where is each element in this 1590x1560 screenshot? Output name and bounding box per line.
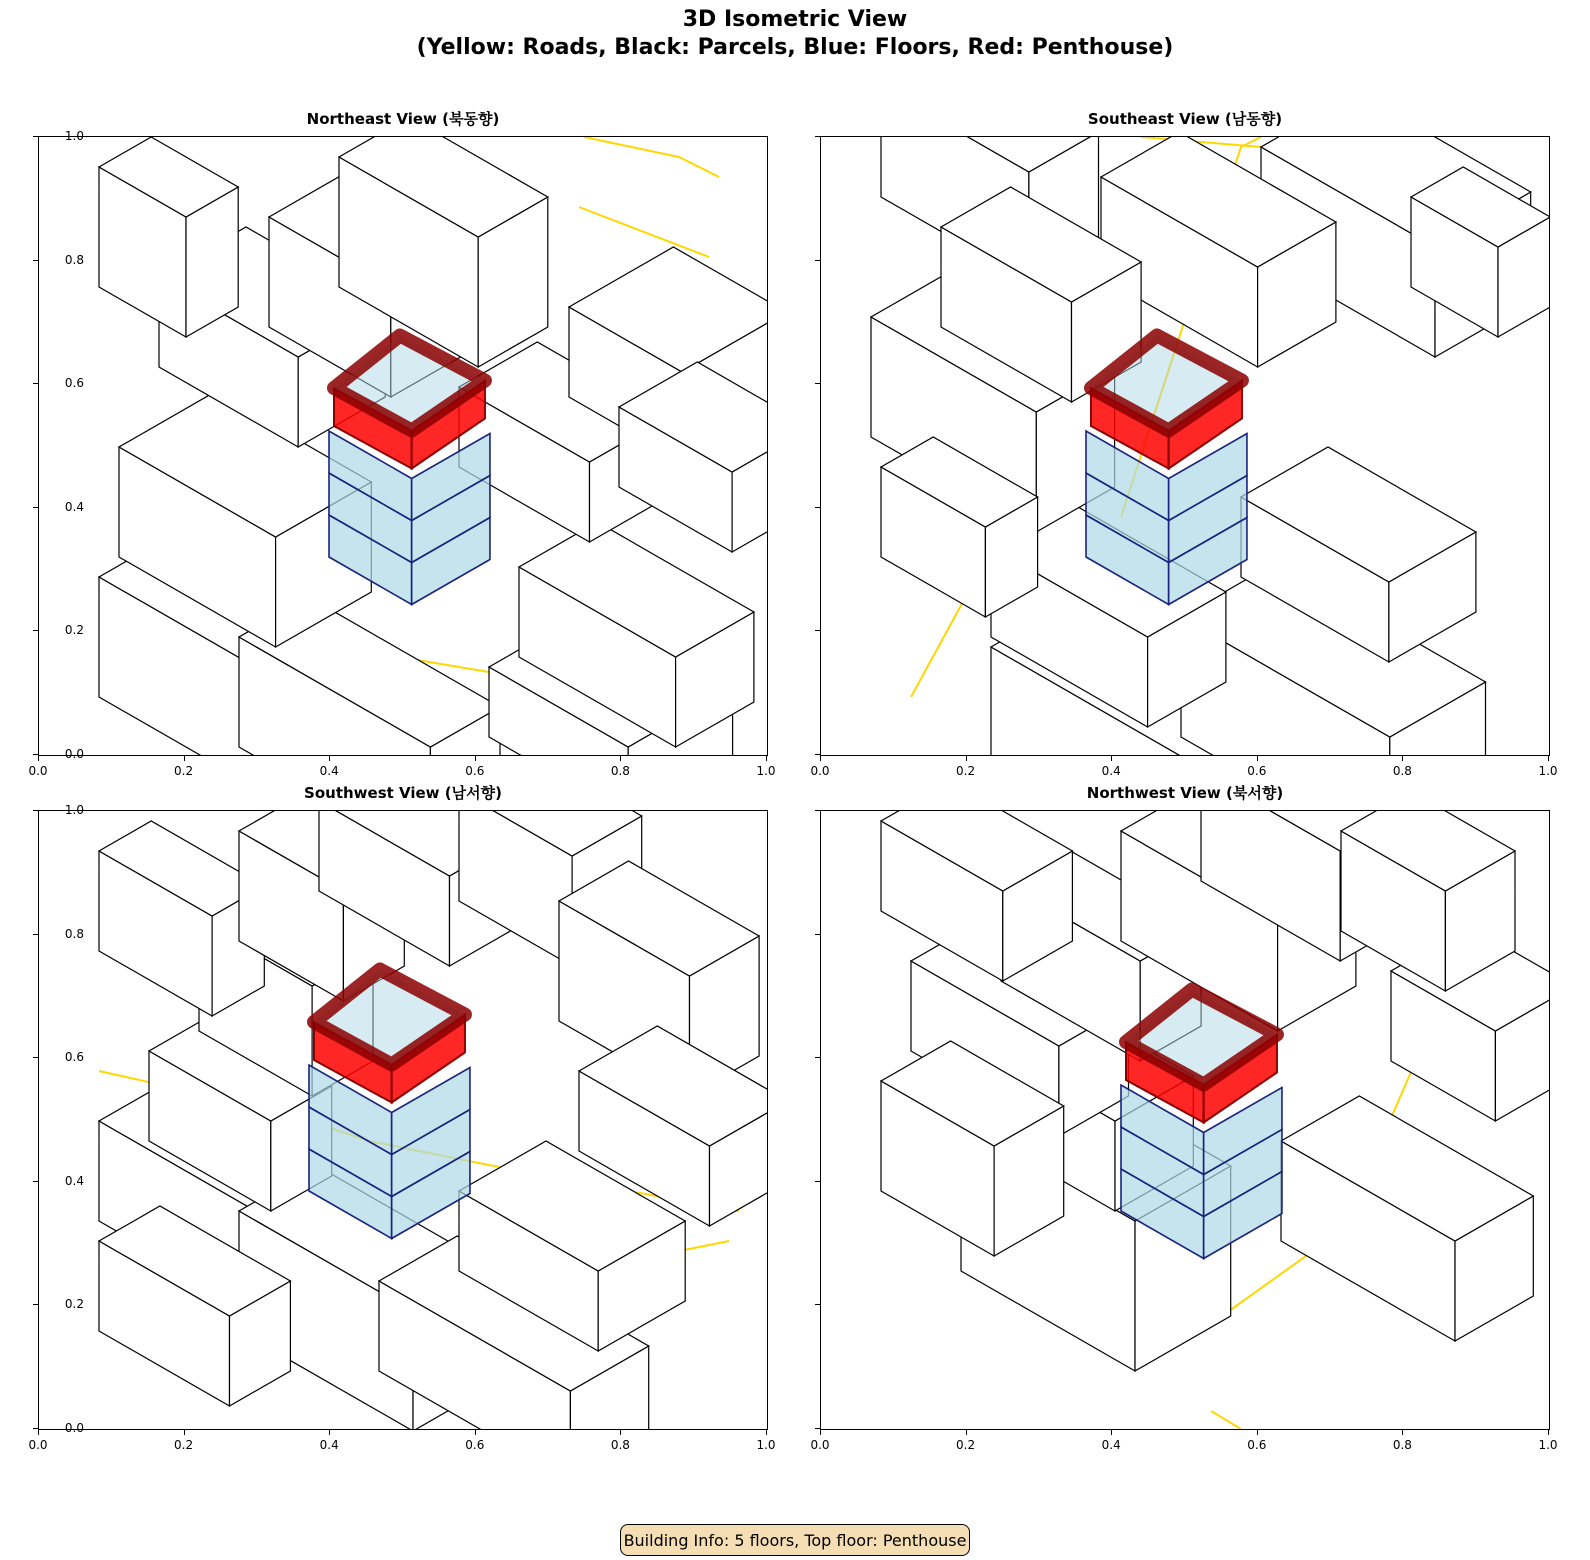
x-tick-mark-northeast-3 xyxy=(475,756,476,761)
x-tick-mark-northeast-0 xyxy=(38,756,39,761)
y-tick-mark-northeast-5 xyxy=(33,136,38,137)
y-tick-mark-southwest-2 xyxy=(33,1181,38,1182)
y-tick-mark-southwest-3 xyxy=(33,1057,38,1058)
y-tick-mark-northwest-4 xyxy=(815,934,820,935)
x-tick-label-southeast-3: 0.6 xyxy=(1247,764,1267,778)
x-tick-mark-southeast-0 xyxy=(820,756,821,761)
y-tick-label-southeast-5: 1.0 xyxy=(64,129,84,143)
x-tick-mark-southeast-3 xyxy=(1257,756,1258,761)
y-tick-mark-southeast-5 xyxy=(815,136,820,137)
y-tick-mark-northwest-1 xyxy=(815,1304,820,1305)
x-tick-label-southeast-2: 0.4 xyxy=(1101,764,1121,778)
y-tick-label-northwest-2: 0.4 xyxy=(64,1173,84,1188)
x-tick-label-southwest-4: 0.8 xyxy=(610,1438,630,1452)
x-tick-label-northeast-1: 0.2 xyxy=(174,764,194,778)
x-tick-mark-northeast-5 xyxy=(766,756,767,761)
building-info-box: Building Info: 5 floors, Top floor: Penthouse xyxy=(620,1524,970,1556)
x-tick-label-southwest-3: 0.6 xyxy=(465,1438,485,1452)
scene-northwest xyxy=(821,811,1549,1429)
figure-title xyxy=(0,6,1590,62)
x-tick-mark-northwest-3 xyxy=(1257,1430,1258,1435)
y-tick-mark-northwest-2 xyxy=(815,1181,820,1182)
y-tick-label-northwest-4: 0.8 xyxy=(64,926,84,941)
parcel-northeast-9 xyxy=(99,137,238,337)
y-tick-mark-southeast-3 xyxy=(815,383,820,384)
target-building-southwest xyxy=(309,970,470,1239)
x-tick-label-southeast-5: 1.0 xyxy=(1538,764,1558,778)
panel-title-northwest: Northwest View (북서향) xyxy=(1086,784,1284,802)
scene-southwest xyxy=(39,811,767,1429)
y-tick-mark-northeast-4 xyxy=(33,260,38,261)
y-tick-mark-southwest-4 xyxy=(33,934,38,935)
x-tick-label-southeast-4: 0.8 xyxy=(1392,764,1412,778)
x-tick-mark-southeast-1 xyxy=(966,756,967,761)
y-tick-mark-southeast-2 xyxy=(815,507,820,508)
axes-southwest xyxy=(38,810,768,1430)
y-tick-label-southeast-3: 0.6 xyxy=(64,376,84,391)
y-tick-label-northwest-0: 0.0 xyxy=(64,1421,84,1435)
parcel-northwest-2 xyxy=(1281,1096,1533,1341)
x-tick-label-northeast-0: 0.0 xyxy=(28,764,48,778)
y-tick-mark-southeast-0 xyxy=(815,754,820,755)
x-tick-mark-southeast-5 xyxy=(1548,756,1549,761)
scene-southeast xyxy=(821,137,1549,755)
y-tick-mark-southwest-1 xyxy=(33,1304,38,1305)
y-tick-label-northwest-3: 0.6 xyxy=(64,1050,84,1065)
y-tick-mark-northeast-2 xyxy=(33,507,38,508)
figure-title-line1: 3D Isometric View xyxy=(682,7,908,32)
axes-northeast xyxy=(38,136,768,756)
x-tick-mark-northwest-1 xyxy=(966,1430,967,1435)
x-tick-label-northwest-1: 0.2 xyxy=(956,1438,976,1452)
x-tick-label-northeast-5: 1.0 xyxy=(756,764,776,778)
x-tick-label-northwest-0: 0.0 xyxy=(810,1438,830,1452)
x-tick-label-northwest-4: 0.8 xyxy=(1392,1438,1412,1452)
x-tick-label-southeast-0: 0.0 xyxy=(810,764,830,778)
y-tick-mark-northwest-3 xyxy=(815,1057,820,1058)
scene-northeast xyxy=(39,137,767,755)
road-southwest-1 xyxy=(679,1241,729,1251)
x-tick-mark-northeast-2 xyxy=(329,756,330,761)
x-tick-label-northwest-5: 1.0 xyxy=(1538,1438,1558,1452)
target-building-northwest xyxy=(1121,990,1282,1259)
y-tick-mark-northeast-3 xyxy=(33,383,38,384)
y-tick-label-southeast-2: 0.4 xyxy=(64,499,84,514)
y-tick-label-northwest-5: 1.0 xyxy=(64,803,84,817)
x-tick-mark-southwest-5 xyxy=(766,1430,767,1435)
target-building-northeast xyxy=(329,336,490,605)
parcel-northwest-6 xyxy=(881,811,1072,981)
x-tick-label-northwest-2: 0.4 xyxy=(1101,1438,1121,1452)
y-tick-mark-northeast-1 xyxy=(33,630,38,631)
x-tick-mark-northeast-4 xyxy=(620,756,621,761)
y-tick-mark-southwest-5 xyxy=(33,810,38,811)
panel-title-southwest: Southwest View (남서향) xyxy=(304,784,502,802)
x-tick-mark-southwest-1 xyxy=(184,1430,185,1435)
x-tick-label-southwest-0: 0.0 xyxy=(28,1438,48,1452)
parcel-northwest-9 xyxy=(1341,811,1515,991)
figure-title-line2: (Yellow: Roads, Black: Parcels, Blue: Floors, Red: Penthouse) xyxy=(416,35,1174,60)
x-tick-mark-northwest-2 xyxy=(1111,1430,1112,1435)
x-tick-mark-southwest-0 xyxy=(38,1430,39,1435)
x-tick-mark-southwest-4 xyxy=(620,1430,621,1435)
x-tick-label-northeast-2: 0.4 xyxy=(319,764,339,778)
x-tick-mark-southeast-2 xyxy=(1111,756,1112,761)
x-tick-label-southwest-5: 1.0 xyxy=(756,1438,776,1452)
y-tick-label-southeast-1: 0.2 xyxy=(64,623,84,638)
y-tick-mark-northeast-0 xyxy=(33,754,38,755)
y-tick-mark-southeast-4 xyxy=(815,260,820,261)
panel-title-northeast: Northeast View (북동향) xyxy=(306,110,500,128)
x-tick-label-southwest-2: 0.4 xyxy=(319,1438,339,1452)
target-building-southeast xyxy=(1086,336,1247,605)
x-tick-mark-northwest-0 xyxy=(820,1430,821,1435)
x-tick-label-southeast-1: 0.2 xyxy=(956,764,976,778)
y-tick-mark-northwest-0 xyxy=(815,1428,820,1429)
x-tick-mark-southeast-4 xyxy=(1402,756,1403,761)
x-tick-mark-southwest-3 xyxy=(475,1430,476,1435)
axes-southeast xyxy=(820,136,1550,756)
x-tick-mark-northwest-4 xyxy=(1402,1430,1403,1435)
x-tick-mark-northwest-5 xyxy=(1548,1430,1549,1435)
y-tick-label-southeast-0: 0.0 xyxy=(64,747,84,761)
road-northeast-2 xyxy=(579,207,709,257)
y-tick-label-southeast-4: 0.8 xyxy=(64,252,84,267)
x-tick-label-northwest-3: 0.6 xyxy=(1247,1438,1267,1452)
y-tick-mark-southwest-0 xyxy=(33,1428,38,1429)
y-tick-mark-northwest-5 xyxy=(815,810,820,811)
y-tick-label-northwest-1: 0.2 xyxy=(64,1297,84,1312)
x-tick-label-northeast-4: 0.8 xyxy=(610,764,630,778)
road-northwest-1 xyxy=(1211,1411,1241,1429)
x-tick-mark-southwest-2 xyxy=(329,1430,330,1435)
x-tick-mark-northeast-1 xyxy=(184,756,185,761)
x-tick-label-southwest-1: 0.2 xyxy=(174,1438,194,1452)
y-tick-mark-southeast-1 xyxy=(815,630,820,631)
road-northeast-1 xyxy=(584,137,719,177)
axes-northwest xyxy=(820,810,1550,1430)
panel-title-southeast: Southeast View (남동향) xyxy=(1087,110,1283,128)
x-tick-label-northeast-3: 0.6 xyxy=(465,764,485,778)
